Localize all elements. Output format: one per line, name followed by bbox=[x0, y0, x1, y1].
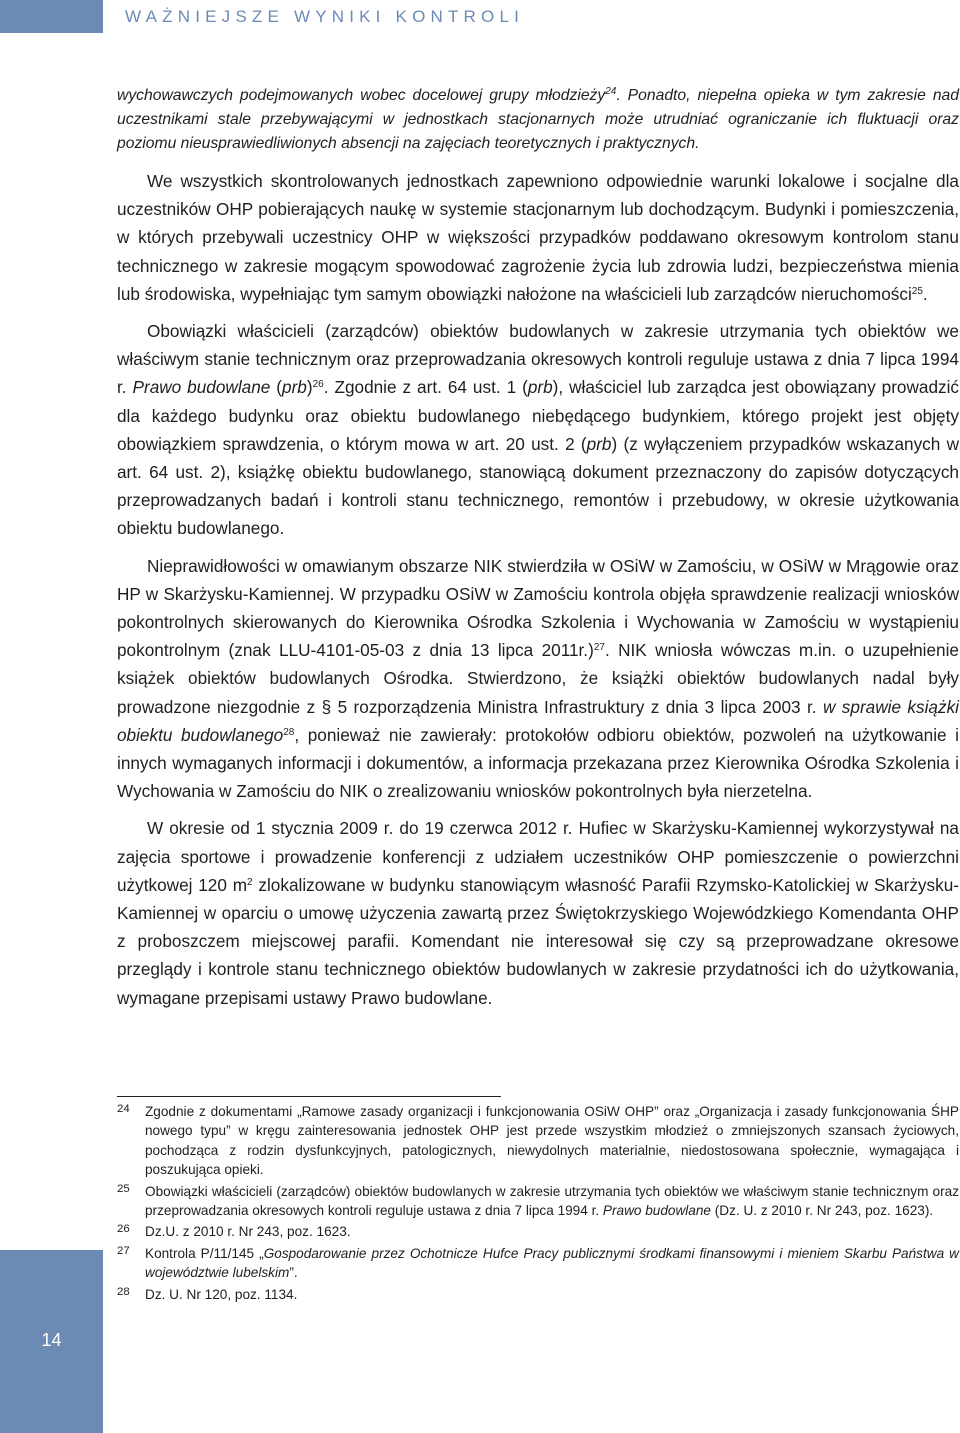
text-run: ”. bbox=[289, 1265, 298, 1281]
footnote bbox=[117, 1244, 959, 1283]
text-run: Obowiązki właścicieli (zarządców) obiektów budowlanych w zakresie utrzymania tych obiektów we właściwym stanie technicznym oraz przeprowadzania okresowych kontroli reguluje ustawa z dnia 7 lipca 1994 r. bbox=[145, 1183, 959, 1219]
text-run: Zgodnie z dokumentami „Ramowe zasady organizacji i funkcjonowania OSiW OHP” oraz „Organizacja i zasady funkcjonowania ŚHP nowego typu” w kręgu zainteresowania jednostek OHP jest przede wszystkim młodzież o zmniejszonych szansach życiowych, pochodząca z rodzin dysfunkcyjnych, patologicznych, niewydolnych materialnie, niedostosowana społecznie, wymagająca i poszukująca opieki. bbox=[145, 1104, 959, 1178]
text-run: ( bbox=[270, 377, 283, 398]
footnote-ref[interactable]: 28 bbox=[283, 726, 295, 738]
text-run: Dz.U. z 2010 r. Nr 243, poz. 1623. bbox=[145, 1224, 351, 1240]
footnote bbox=[117, 1285, 959, 1304]
italic-abbr: prb bbox=[282, 377, 307, 398]
text-run: . Ponadto, niepełna opieka w tym zakresie nad uczestnikami stale przebywającymi w jednostkach stacjonarnych może utrudniać ograniczanie ich fluktuacji oraz poziomu nieusprawiedliwionych absencji na zajęciach teoretycznych i praktycznych. bbox=[117, 87, 959, 152]
footnote-number: 26 bbox=[117, 1223, 130, 1236]
text-run: W okresie od 1 stycznia 2009 r. do 19 czerwca 2012 r. Hufiec w Skarżysku-Kamiennej wykorzystywał na zajęcia sportowe i prowadzenie konferencji z udziałem uczestników OHP pomieszczenie o powierzchni użytkowej 120 m bbox=[117, 818, 959, 895]
footnote-divider bbox=[117, 1096, 501, 1097]
footnote bbox=[117, 1222, 959, 1241]
footnote-number: 25 bbox=[117, 1182, 130, 1195]
footnote-text bbox=[145, 1182, 959, 1221]
text-run: . bbox=[922, 283, 928, 304]
footnote-number: 27 bbox=[117, 1244, 130, 1257]
text-run: Nieprawidłowości w omawianym obszarze NIK stwierdziła w OSiW w Zamościu, w OSiW w Mrągowie oraz HP w Skarżysku-Kamiennej. W przypadku OSiW w Zamościu kontrola objęła sprawdzenie realizacji wniosków pokontrolnych skierowanych do Kierownika Ośrodka Szkolenia i Wychowania w Zamościu w wystąpieniu pokontrolnym (znak LLU-4101-05-03 z dnia 13 lipca 2011r.) bbox=[117, 555, 959, 661]
text-run: . Zgodnie z art. 64 ust. 1 ( bbox=[323, 377, 528, 398]
footnote-ref[interactable]: 25 bbox=[911, 285, 923, 297]
text-run: ), właściciel lub zarządca jest obowiązany prowadzić dla każdego budynku oraz obiektu budowlanego niebędącego budynkiem, którego projekt jest objęty obowiązkiem sprawdzenia, o którym mowa w art. 20 ust. 2 ( bbox=[117, 377, 960, 454]
footnote-ref[interactable]: 24 bbox=[605, 86, 617, 97]
footnote bbox=[117, 1102, 959, 1180]
text-run: (Dz. U. z 2010 r. Nr 243, poz. 1623). bbox=[711, 1203, 934, 1219]
text-run: Obowiązki właścicieli (zarządców) obiektów budowlanych w zakresie utrzymania tych obiektów we właściwym stanie technicznym oraz przeprowadzania okresowych kontroli reguluje ustawa z dnia 7 lipca 1994 r. bbox=[117, 321, 959, 398]
text-run: wychowawczych podejmowanych wobec docelowej grupy młodzieży bbox=[117, 87, 606, 104]
italic-abbr: prb bbox=[586, 433, 612, 454]
footnote-ref[interactable]: 27 bbox=[593, 642, 605, 654]
paragraph-2 bbox=[117, 317, 959, 543]
text-run: ) (z wyłączeniem przypadków wskazanych w art. 64 ust. 2), książkę obiektu budowlanego, stanowiącą dokument przeznaczony do zapisów dotyczących przeprowadzanych badań i kontroli stanu technicznego, remontów i przebudowy, w okresie użytkowania obiektu budowlanego. bbox=[117, 433, 959, 539]
footnote-number: 24 bbox=[117, 1103, 130, 1115]
section-header-title: WAŻNIEJSZE WYNIKI KONTROLI bbox=[125, 7, 525, 26]
footnote-number: 28 bbox=[117, 1285, 130, 1298]
footnote-text bbox=[145, 1102, 959, 1180]
intro-paragraph bbox=[117, 84, 959, 156]
text-run: We wszystkich skontrolowanych jednostkach zapewniono odpowiednie warunki lokalowe i socjalne dla uczestników OHP pobierających naukę w systemie stacjonarnym lub dochodzącym. Budynki i pomieszczenia, w których przebywali uczestnicy OHP w większości przypadków poddawano okresowym kontrolom stanu technicznego w zakresie mogącym spowodować zagrożenie życia lub zdrowia ludzi, bezpieczeństwa mienia lub środowiska, wypełniając tym samym obowiązki nałożone na właścicieli lub zarządców nieruchomości bbox=[117, 171, 959, 304]
header-color-block bbox=[0, 0, 103, 33]
italic-title: w sprawie książki obiektu budowlanego bbox=[117, 696, 959, 745]
text-run: Dz. U. Nr 120, poz. 1134. bbox=[145, 1286, 298, 1302]
footnote-text bbox=[145, 1244, 959, 1283]
footnote-text bbox=[145, 1222, 959, 1241]
text-run: . NIK wniosła wówczas m.in. o uzupełnienie książek obiektów budowlanych Ośrodka. Stwierdzono, że książki obiektów budowlanych nadal były prowadzone niezgodnie z § 5 rozporządzenia Ministra Infrastruktury z dnia 3 lipca 2003 r. bbox=[117, 640, 959, 717]
footnote bbox=[117, 1182, 959, 1221]
superscript: 2 bbox=[247, 876, 253, 888]
italic-title: Prawo budowlane bbox=[132, 377, 271, 398]
paragraph-4 bbox=[117, 814, 959, 1011]
text-run: Kontrola P/11/145 „ bbox=[145, 1245, 264, 1261]
italic-abbr: prb bbox=[527, 377, 553, 398]
text-run: ) bbox=[306, 377, 313, 398]
text-run: , ponieważ nie zawierały: protokołów odbioru obiektów, pozwoleń na użytkowanie i innych wymaganych informacji i dokumentów, a informacja przekazana przez Kierownika Ośrodka Szkolenia i Wychowania w Zamościu do NIK o zrealizowaniu wniosków pokontrolnych była nierzetelna. bbox=[117, 724, 959, 802]
page-number: 14 bbox=[41, 1330, 62, 1350]
footnote-ref[interactable]: 26 bbox=[312, 379, 324, 391]
italic-title: Gospodarowanie przez Ochotnicze Hufce Pracy publicznymi środkami finansowymi i mieniem Skarbu Państwa w województwie lubelskim bbox=[145, 1245, 960, 1281]
footnote-text bbox=[145, 1285, 959, 1304]
main-text bbox=[117, 84, 959, 1012]
paragraph-3 bbox=[117, 552, 959, 806]
italic-title: Prawo budowlane bbox=[602, 1203, 711, 1219]
footnotes bbox=[117, 1102, 959, 1306]
paragraph-1 bbox=[117, 167, 959, 308]
text-run: zlokalizowane w budynku stanowiącym własność Parafii Rzymsko-Katolickiej w Skarżysku-Kamiennej w oparciu o umowę użyczenia zawartą przez Świętokrzyskiego Wojewódzkiego Komendanta OHP z proboszczem miejscowej parafii. Komendant nie interesował się czy są przeprowadzane okresowe przeglądy i kontrole stanu technicznego obiektów budowlanych w zakresie przydatności ich do użytkowania, wymagane przepisami ustawy Prawo budowlane. bbox=[117, 874, 959, 1008]
